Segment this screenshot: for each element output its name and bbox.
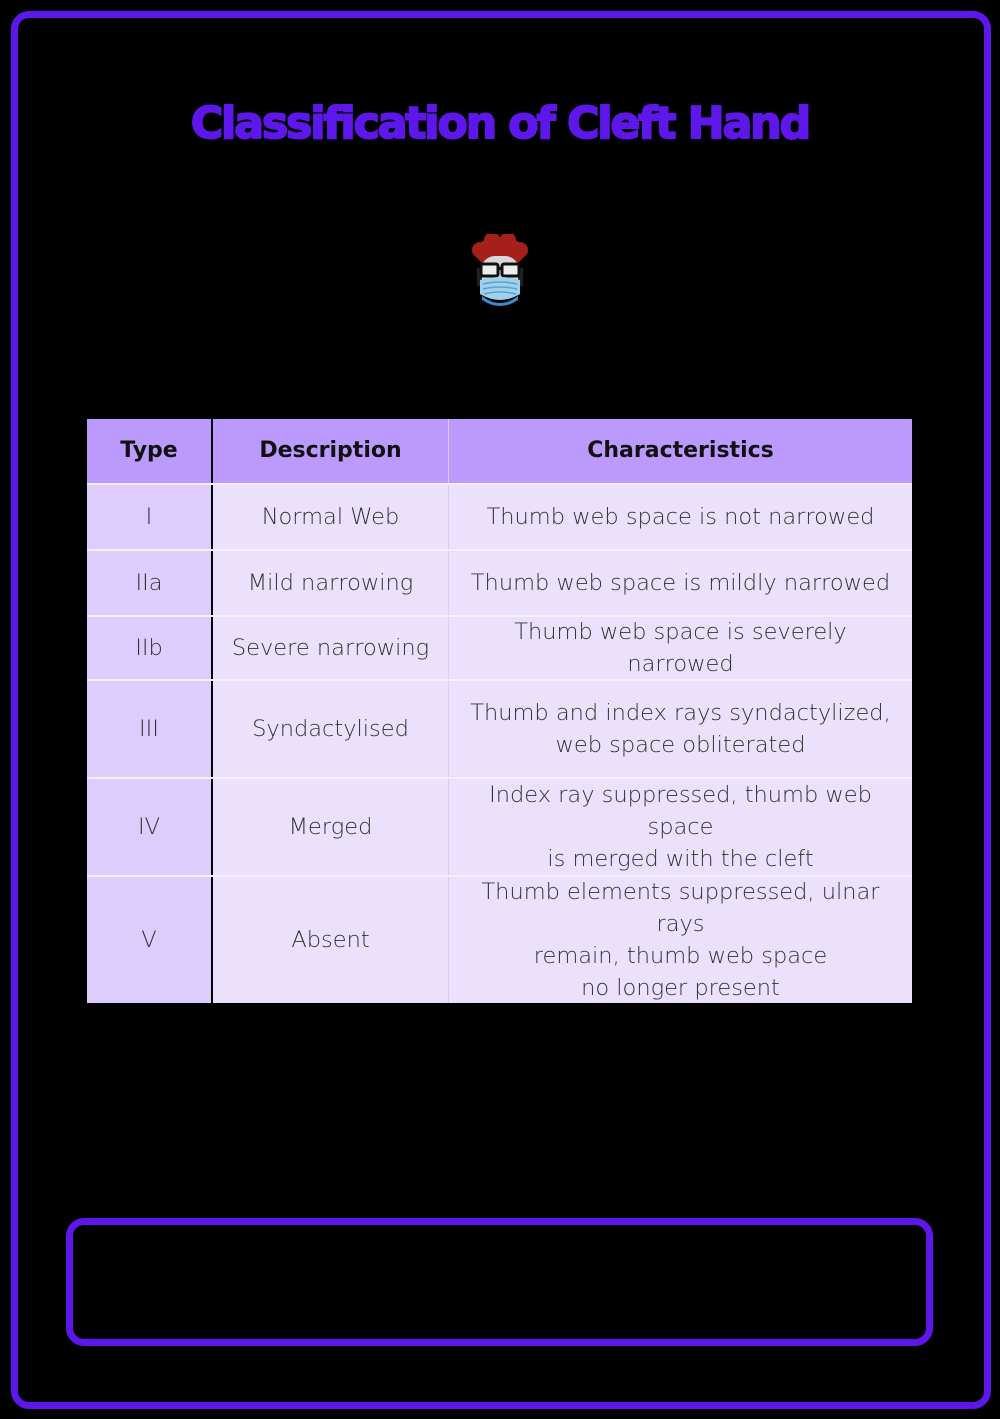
header-description: Description (213, 419, 449, 483)
characteristics-line: Thumb elements suppressed, ulnar rays (481, 879, 880, 937)
header-type: Type (87, 419, 213, 483)
footer-box (66, 1218, 933, 1346)
table-row (87, 483, 912, 549)
table-row (87, 875, 912, 1003)
characteristics-cell: Thumb web space is mildly narrowed (449, 551, 912, 615)
description-cell: Severe narrowing (213, 617, 449, 679)
description-cell: Mild narrowing (213, 551, 449, 615)
characteristics-cell: Thumb web space is not narrowed (449, 485, 912, 549)
characteristics-line: no longer present (581, 975, 780, 1001)
table-header-row (87, 419, 912, 483)
type-cell: III (87, 681, 213, 777)
characteristics-line: Thumb and index rays syndactylized, (470, 700, 891, 726)
type-cell: IIb (87, 617, 213, 679)
masked-doctor-avatar-icon (470, 234, 530, 310)
characteristics-cell (449, 877, 912, 1003)
table-row (87, 549, 912, 615)
description-cell: Merged (213, 779, 449, 875)
table-row (87, 777, 912, 875)
classification-table (87, 419, 912, 1003)
description-cell: Absent (213, 877, 449, 1003)
page-title: Classification of Cleft Hand (190, 98, 810, 149)
type-cell: IV (87, 779, 213, 875)
characteristics-cell (449, 681, 912, 777)
characteristics-line: is merged with the cleft (547, 846, 814, 872)
table-row (87, 679, 912, 777)
characteristics-line: Index ray suppressed, thumb web space (489, 782, 872, 840)
header-characteristics: Characteristics (449, 419, 912, 483)
type-cell: IIa (87, 551, 213, 615)
description-cell: Normal Web (213, 485, 449, 549)
characteristics-line: web space obliterated (555, 732, 806, 758)
type-cell: I (87, 485, 213, 549)
description-cell: Syndactylised (213, 681, 449, 777)
table-row (87, 615, 912, 679)
characteristics-line: remain, thumb web space (533, 943, 828, 969)
type-cell: V (87, 877, 213, 1003)
characteristics-cell (449, 779, 912, 875)
characteristics-cell: Thumb web space is severely narrowed (449, 617, 912, 679)
